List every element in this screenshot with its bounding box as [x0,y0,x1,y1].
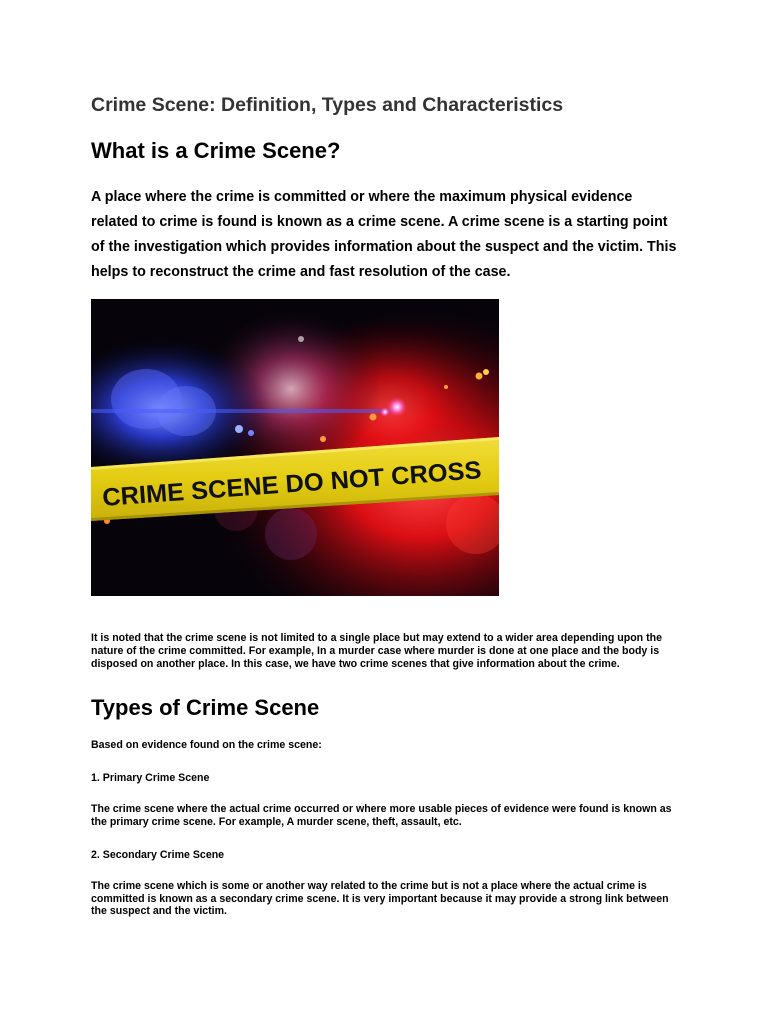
types-lead: Based on evidence found on the crime scene: [91,739,322,752]
intro-paragraph: A place where the crime is committed or where the maximum physical evidence related to crime is found is known as a crime scene. A crime scene is a starting point of the investigation which provides information about the suspect and the victim. This helps to reconstruct the crime and fast resolution of the case. [91,189,677,280]
type-title-primary: 1. Primary Crime Scene [91,772,210,785]
note-paragraph: It is noted that the crime scene is not limited to a single place but may extend to a wider area depending upon the nature of the crime committed. For example, In a murder case where murder is done at one place and the body is disposed on another place. In this case, we have two crime scenes that give information about the crime. [91,632,662,670]
crime-scene-image [91,299,499,596]
document-title: Crime Scene: Definition, Types and Characteristics [91,94,564,116]
type-description-secondary: The crime scene which is some or another way related to the crime but is not a place where the actual crime is committed is known as a secondary crime scene. It is very important because it may provide a strong link between the suspect and the victim. [91,879,669,918]
crime-scene-illustration [91,299,499,596]
section-heading-what-is: What is a Crime Scene? [91,138,341,163]
type-title-secondary: 2. Secondary Crime Scene [91,848,225,861]
type-description-primary: The crime scene where the actual crime occurred or where more usable pieces of evidence were found is known as the primary crime scene. For example, A murder scene, theft, assault, etc. [91,803,672,828]
tape-text: CRIME SCENE DO NOT CROSS [101,456,477,512]
section-heading-types: Types of Crime Scene [91,695,320,721]
document-content [91,93,681,918]
